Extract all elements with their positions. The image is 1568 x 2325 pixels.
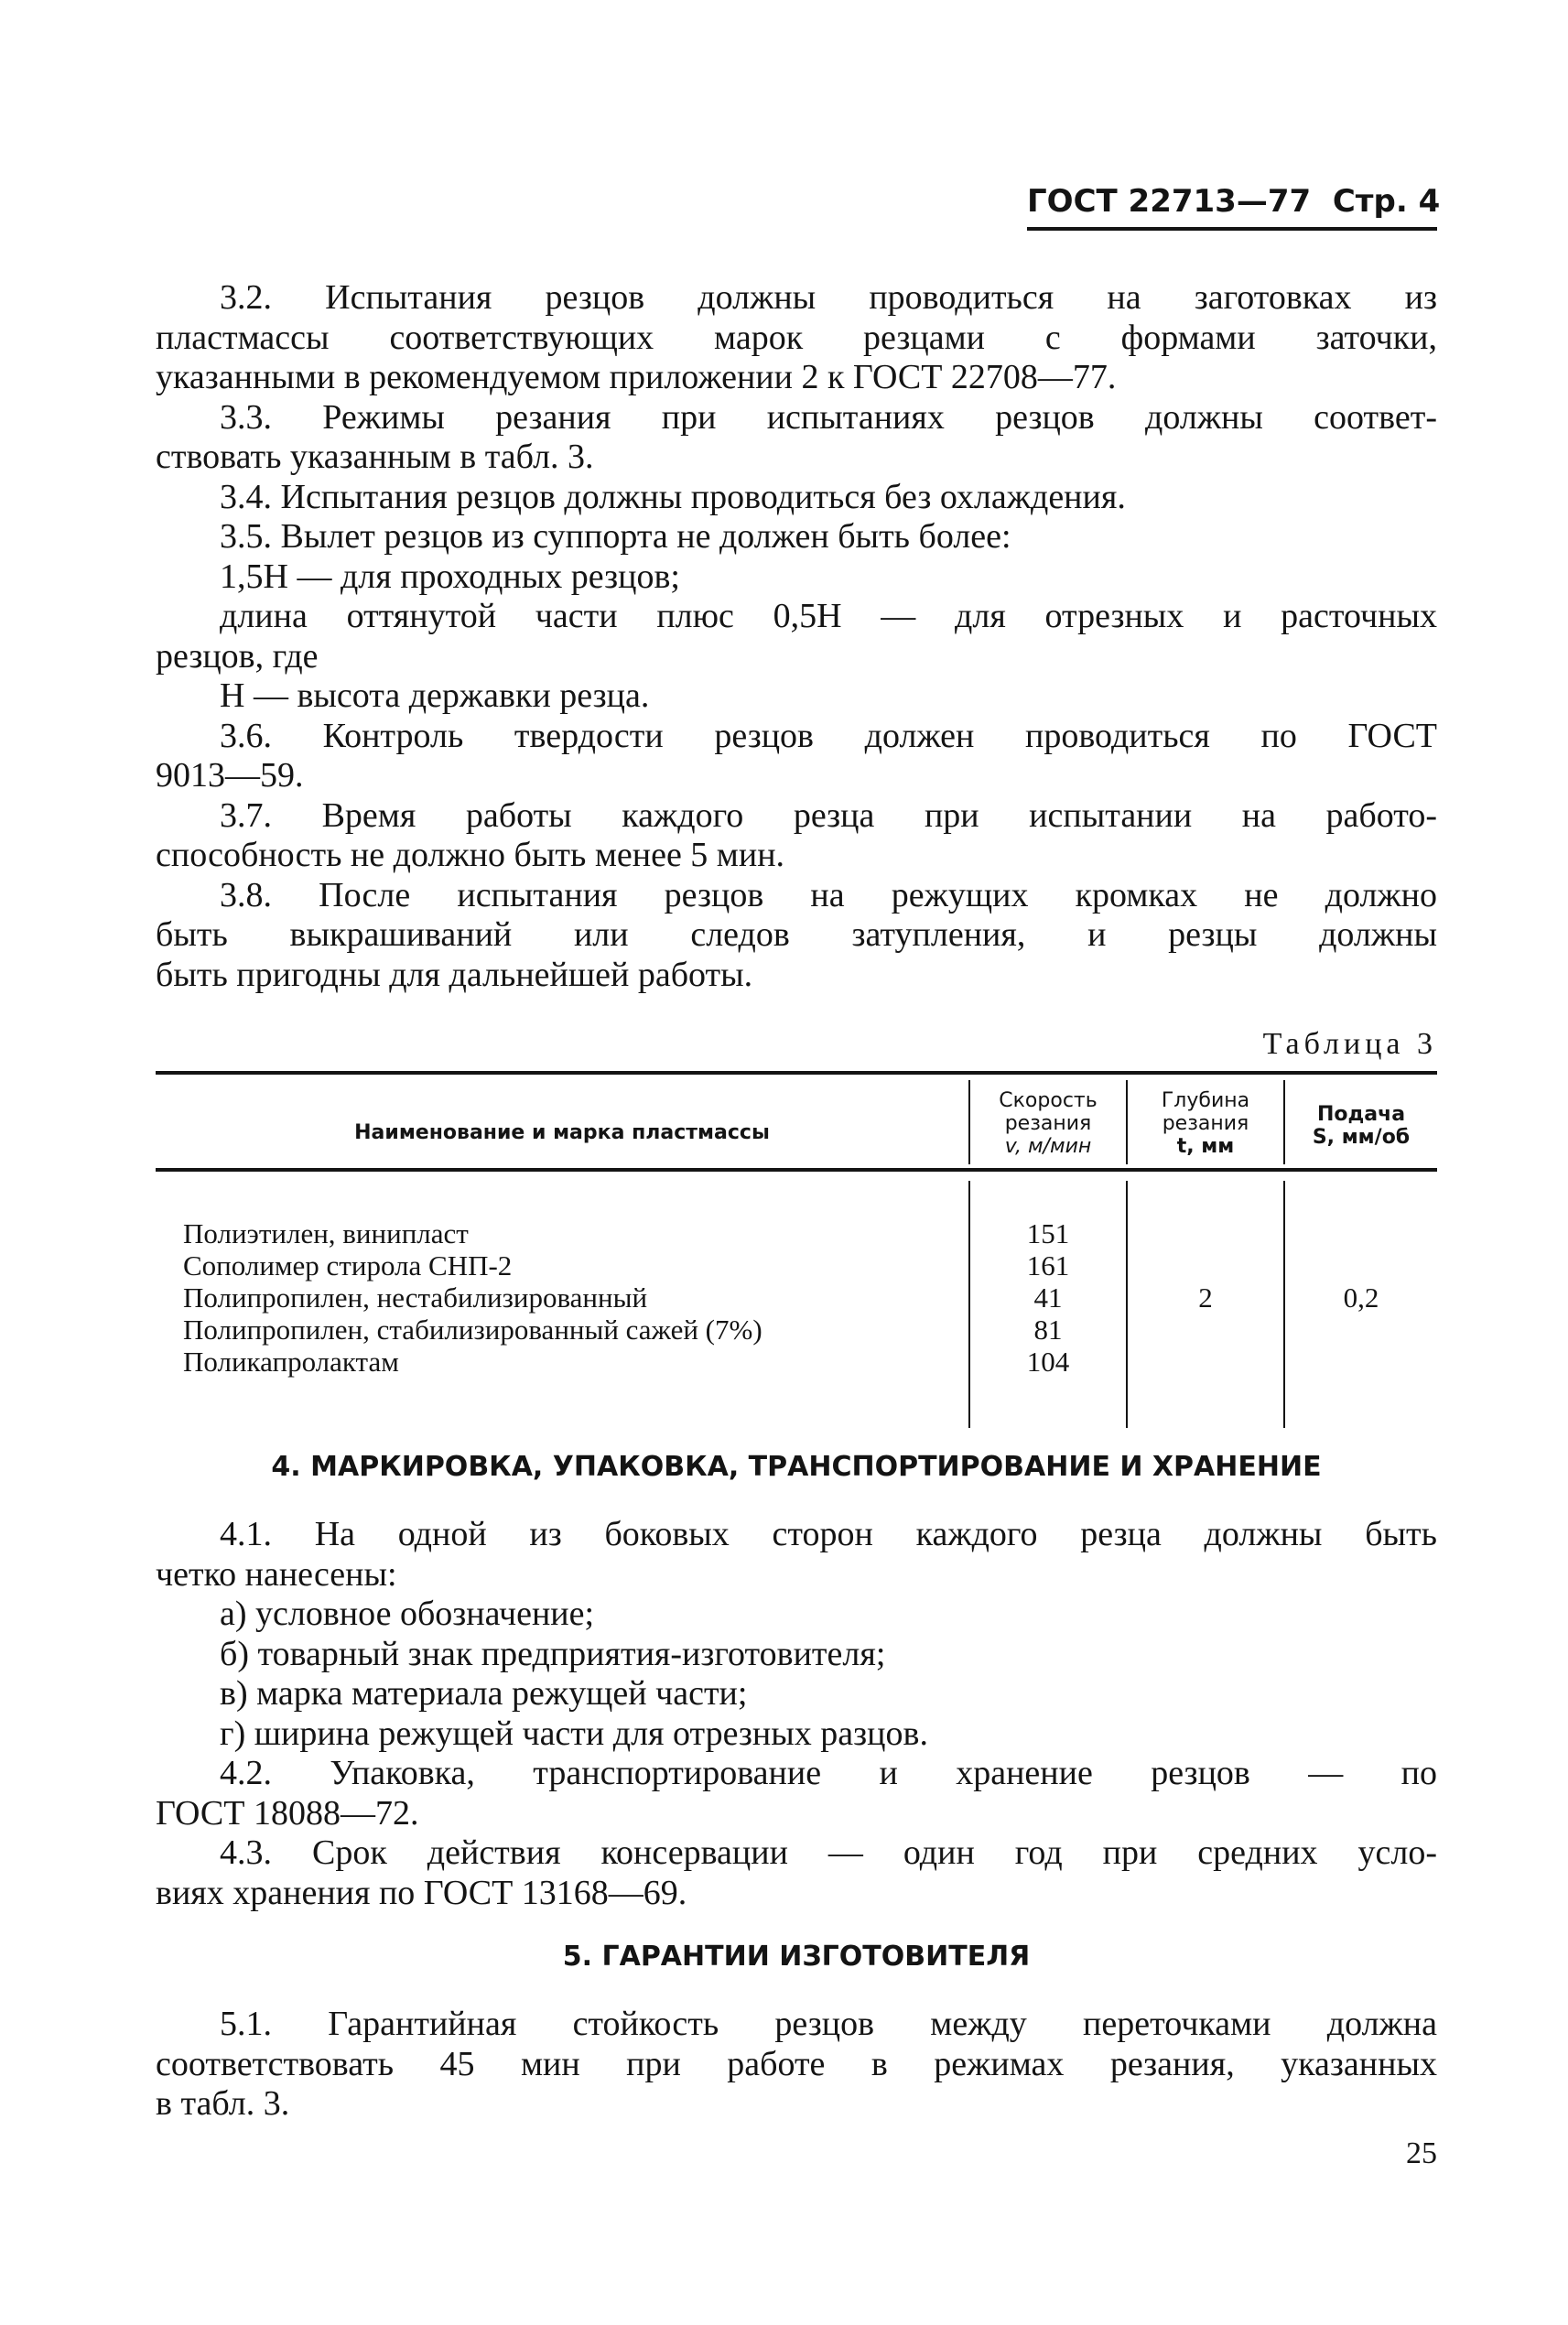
paragraph-h-definition: [156, 676, 1437, 717]
paragraph-length: [156, 597, 1437, 676]
material-cell: Сополимер стирола СНП-2: [183, 1249, 513, 1281]
header-material: Наименование и марка пластмассы: [354, 1121, 770, 1144]
text-line: 3.7. Время работы каждого резца при испытании на работо-: [220, 795, 1437, 835]
text-line: г) ширина режущей части для отрезных разцов.: [220, 1714, 928, 1753]
text-line: 1,5H — для проходных резцов;: [220, 557, 680, 596]
header-line: резания: [1004, 1112, 1092, 1135]
speed-cell: 161: [1026, 1249, 1070, 1281]
section-3-text: [156, 278, 1437, 995]
paragraph-3-7: [156, 796, 1437, 876]
paragraph-3-2: [156, 278, 1437, 398]
list-item: [156, 1595, 1437, 1635]
section-5-text: [156, 2005, 1437, 2125]
text-line: в) марка материала режущей части;: [220, 1674, 748, 1713]
text-line: 3.6. Контроль твердости резцов должен проводиться по ГОСТ: [220, 716, 1437, 755]
text-line: соответствовать 45 мин при работе в режимах резания, указанных: [156, 2044, 1437, 2083]
text-line: быть пригодны для дальнейшей работы.: [156, 955, 753, 994]
depth-cell: 2: [1198, 1281, 1213, 1314]
paragraph-4-3: [156, 1833, 1437, 1913]
text-line: резцов, где: [156, 636, 319, 676]
text-line: способность не должно быть менее 5 мин.: [156, 836, 785, 874]
paragraph-1-5h: [156, 557, 1437, 598]
text-line: 5.1. Гарантийная стойкость резцов между переточками должна: [220, 2005, 1437, 2043]
text-line: ГОСТ 18088—72.: [156, 1793, 419, 1833]
header-feed: [1285, 1103, 1437, 1149]
header-depth: [1128, 1089, 1283, 1158]
paragraph-4-1: [156, 1515, 1437, 1595]
text-line: 4.1. На одной из боковых сторон каждого резца должны быть: [220, 1515, 1437, 1553]
paragraph-3-5: [156, 517, 1437, 557]
header-line: резания: [1162, 1112, 1249, 1135]
header-line: Глубина: [1161, 1089, 1250, 1112]
paragraph-3-6: [156, 717, 1437, 796]
table-header-rule: [156, 1168, 1437, 1172]
paragraph-3-4: [156, 478, 1437, 518]
paragraph-3-8: [156, 876, 1437, 996]
list-item: [156, 1635, 1437, 1675]
text-line: виях хранения по ГОСТ 13168—69.: [156, 1873, 687, 1912]
header-line: S, мм/об: [1312, 1126, 1411, 1149]
text-line: 9013—59.: [156, 756, 304, 795]
paragraph-4-2: [156, 1754, 1437, 1833]
speed-cell: 81: [1033, 1314, 1063, 1346]
text-line: 3.2. Испытания резцов должны проводиться на заготовках из: [220, 278, 1437, 317]
text-line: четко нанесены:: [156, 1554, 397, 1594]
text-line: а) условное обозначение;: [220, 1595, 595, 1633]
standard-code: ГОСТ 22713—77: [1027, 183, 1312, 220]
table-row: [183, 1217, 762, 1378]
text-line: 3.4. Испытания резцов должны проводиться без охлаждения.: [220, 477, 1126, 516]
header-rule: [1027, 227, 1437, 231]
speed-column: [970, 1217, 1126, 1378]
page-label: Стр. 4: [1332, 183, 1441, 220]
text-line: пластмассы соответствующих марок резцами с формами заточки,: [156, 318, 1437, 357]
text-line: ствовать указанным в табл. 3.: [156, 438, 594, 476]
text-line: указанными в рекомендуемом приложении 2 к ГОСТ 22708—77.: [156, 358, 1117, 396]
page-number: 25: [1406, 2136, 1437, 2170]
speed-cell: 104: [1026, 1346, 1070, 1378]
text-line: H — высота державки резца.: [220, 676, 650, 715]
feed-cell: 0,2: [1343, 1281, 1379, 1314]
table-top-rule: [156, 1071, 1437, 1075]
text-line: б) товарный знак предприятия-изготовителя;: [220, 1634, 886, 1673]
header-line: Скорость: [999, 1089, 1098, 1112]
material-cell: Полиэтилен, винипласт: [183, 1217, 469, 1249]
text-line: длина оттянутой части плюс 0,5H — для отрезных и расточных: [220, 597, 1437, 635]
text-line: 4.2. Упаковка, транспортирование и хранение резцов — по: [220, 1754, 1437, 1792]
material-cell: Поликапролактам: [183, 1346, 399, 1378]
running-header: [1027, 183, 1441, 220]
text-line: 4.3. Срок действия консервации — один год при средних усло-: [220, 1833, 1437, 1872]
text-line: 3.8. После испытания резцов на режущих кромках не должно: [220, 875, 1437, 914]
paragraph-5-1: [156, 2005, 1437, 2125]
paragraph-3-3: [156, 398, 1437, 478]
section-4-text: [156, 1515, 1437, 1913]
header-speed: [970, 1089, 1126, 1158]
table-title: Таблица 3: [1262, 1027, 1437, 1061]
header-line: v, м/мин: [1004, 1135, 1092, 1158]
header-line: t, мм: [1176, 1135, 1235, 1158]
text-line: в табл. 3.: [156, 2084, 290, 2123]
material-cell: Полипропилен, стабилизированный сажей (7%): [183, 1314, 762, 1346]
text-line: 3.3. Режимы резания при испытаниях резцов должны соответ-: [220, 397, 1437, 437]
section-5-title: 5. ГАРАНТИИ ИЗГОТОВИТЕЛЯ: [562, 1941, 1031, 1973]
section-4-title: 4. МАРКИРОВКА, УПАКОВКА, ТРАНСПОРТИРОВАНИЕ И ХРАНЕНИЕ: [271, 1451, 1322, 1483]
text-line: 3.5. Вылет резцов из суппорта не должен быть более:: [220, 517, 1011, 556]
material-cell: Полипропилен, нестабилизированный: [183, 1281, 648, 1314]
speed-cell: 151: [1026, 1217, 1070, 1249]
list-item: [156, 1714, 1437, 1755]
list-item: [156, 1674, 1437, 1714]
text-line: быть выкрашиваний или следов затупления, и резцы должны: [156, 915, 1437, 954]
header-line: Подача: [1316, 1103, 1406, 1126]
speed-cell: 41: [1033, 1281, 1063, 1314]
